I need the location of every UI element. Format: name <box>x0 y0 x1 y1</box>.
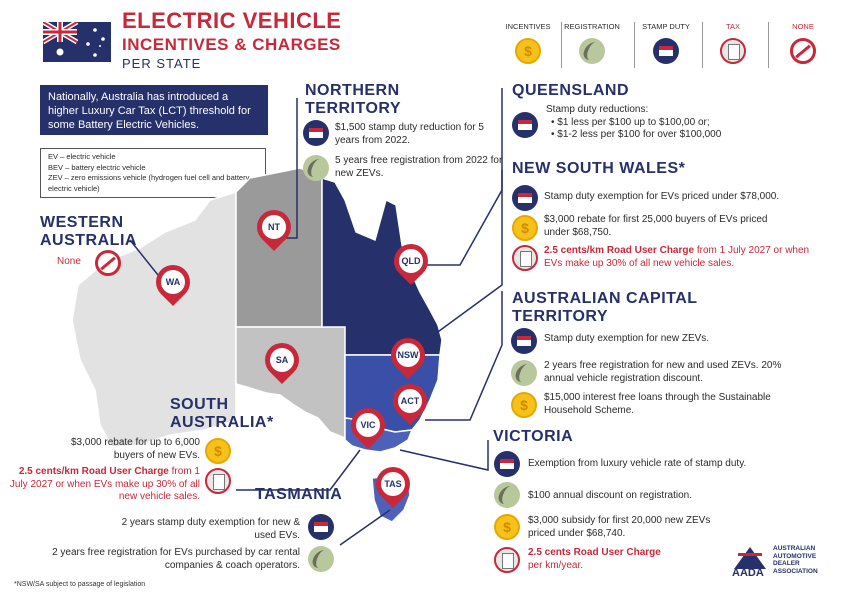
tax-document-icon <box>205 468 231 494</box>
sa-title: SOUTH AUSTRALIA* <box>170 396 274 431</box>
title-line-1: ELECTRIC VEHICLE <box>122 8 342 33</box>
qld-stamp-duty-text: Stamp duty reductions: • $1 less per $100 up to $100,00 or; • $1-2 less per $100 for over $100,000 <box>546 104 722 140</box>
nt-stamp-duty-text: $1,500 stamp duty reduction for 5 years from 2022. <box>335 122 484 146</box>
nt-registration-text: 5 years free registration from 2022 for new ZEVs. <box>335 155 503 179</box>
vic-title: VICTORIA <box>493 428 574 445</box>
national-intro-box: Nationally, Australia has introduced a higher Luxury Car Tax (LCT) threshold for some Battery Electric Vehicles. <box>40 85 268 135</box>
tas-title: TASMANIA <box>255 486 343 503</box>
tax-document-icon <box>494 547 520 573</box>
aada-acronym: AADA <box>732 567 764 579</box>
pin-wa[interactable]: WA <box>156 265 190 305</box>
legend-label: STAMP DUTY <box>642 22 690 31</box>
pin-qld[interactable]: QLD <box>394 244 428 284</box>
pin-act[interactable]: ACT <box>393 384 427 424</box>
act-loan-text: $15,000 interest free loans through the Sustainable Household Scheme. <box>544 392 771 416</box>
envelope-icon <box>308 514 334 540</box>
legend-label: INCENTIVES <box>505 22 551 31</box>
nsw-stamp-duty-text: Stamp duty exemption for EVs priced under $78,000. <box>544 191 780 202</box>
pin-vic[interactable]: VIC <box>351 408 385 448</box>
act-registration-text: 2 years free registration for new and used ZEVs. 20% annual vehicle registration discount. <box>544 360 782 384</box>
pin-nsw[interactable]: NSW <box>391 338 425 378</box>
vic-stamp-duty-text: Exemption from luxury vehicle rate of stamp duty. <box>528 458 747 469</box>
nsw-title: NEW SOUTH WALES* <box>512 160 686 177</box>
pin-nt[interactable]: NT <box>257 210 291 250</box>
wa-none-text: None <box>57 256 81 267</box>
sa-rebate-text: $3,000 rebate for up to 6,000 buyers of new EVs. <box>71 437 200 461</box>
tas-stamp-duty-text: 2 years stamp duty exemption for new & used EVs. <box>121 517 300 541</box>
vic-road-user-charge-text: 2.5 cents Road User Charge per km/year. <box>528 547 661 571</box>
title-line-2: INCENTIVES & CHARGES <box>122 35 341 54</box>
act-title: AUSTRALIAN CAPITAL TERRITORY <box>512 290 698 325</box>
legend-label: NONE <box>792 22 814 31</box>
pin-tas[interactable]: TAS <box>376 467 410 507</box>
glossary-bev: BEV – battery electric vehicle <box>48 162 146 172</box>
aada-logo <box>730 545 825 585</box>
nsw-road-user-charge-text: 2.5 cents/km Road User Charge from 1 July 2027 or when EVs make up 30% of all new vehicle sales. <box>544 245 810 269</box>
envelope-icon <box>512 185 538 211</box>
envelope-icon <box>303 120 329 146</box>
road-icon <box>494 482 520 508</box>
coin-icon <box>205 438 231 464</box>
nsw-rebate-text: $3,000 rebate for first 25,000 buyers of EVs priced under $68,750. <box>544 214 768 238</box>
legend-label: REGISTRATION <box>564 22 620 31</box>
no-entry-icon <box>95 250 121 276</box>
glossary-ev: EV – electric vehicle <box>48 152 116 161</box>
glossary-zev: ZEV – zero emissions vehicle (hydrogen fuel cell and battery electric vehicle) <box>48 173 250 193</box>
pin-sa[interactable]: SA <box>265 343 299 383</box>
qld-title: QUEENSLAND <box>512 82 630 99</box>
footnote: *NSW/SA subject to passage of legislation <box>14 581 146 588</box>
road-icon <box>308 546 334 572</box>
envelope-icon <box>512 112 538 138</box>
coin-icon <box>494 514 520 540</box>
envelope-icon <box>511 328 537 354</box>
wa-title: WESTERN AUSTRALIA <box>40 214 137 249</box>
legend-label: TAX <box>725 22 741 31</box>
act-stamp-duty-text: Stamp duty exemption for new ZEVs. <box>544 333 710 344</box>
road-icon <box>303 155 329 181</box>
envelope-icon <box>494 451 520 477</box>
tas-registration-text: 2 years free registration for EVs purchased by car rental companies & coach operators. <box>52 547 300 571</box>
coin-icon <box>512 215 538 241</box>
vic-subsidy-text: $3,000 subsidy for first 20,000 new ZEVs priced under $68,740. <box>528 515 711 539</box>
tax-document-icon <box>512 245 538 271</box>
aada-full-name: AUSTRALIAN AUTOMOTIVE DEALER ASSOCIATION <box>773 545 818 575</box>
vic-registration-text: $100 annual discount on registration. <box>528 490 693 501</box>
sa-road-user-charge-text: 2.5 cents/km Road User Charge from 1 July 2027 or when EVs make up 30% of all new vehicle sales. <box>9 466 200 502</box>
coin-icon <box>511 392 537 418</box>
nt-title: NORTHERN TERRITORY <box>305 82 402 117</box>
road-icon <box>511 360 537 386</box>
title-line-3: PER STATE <box>122 56 202 71</box>
